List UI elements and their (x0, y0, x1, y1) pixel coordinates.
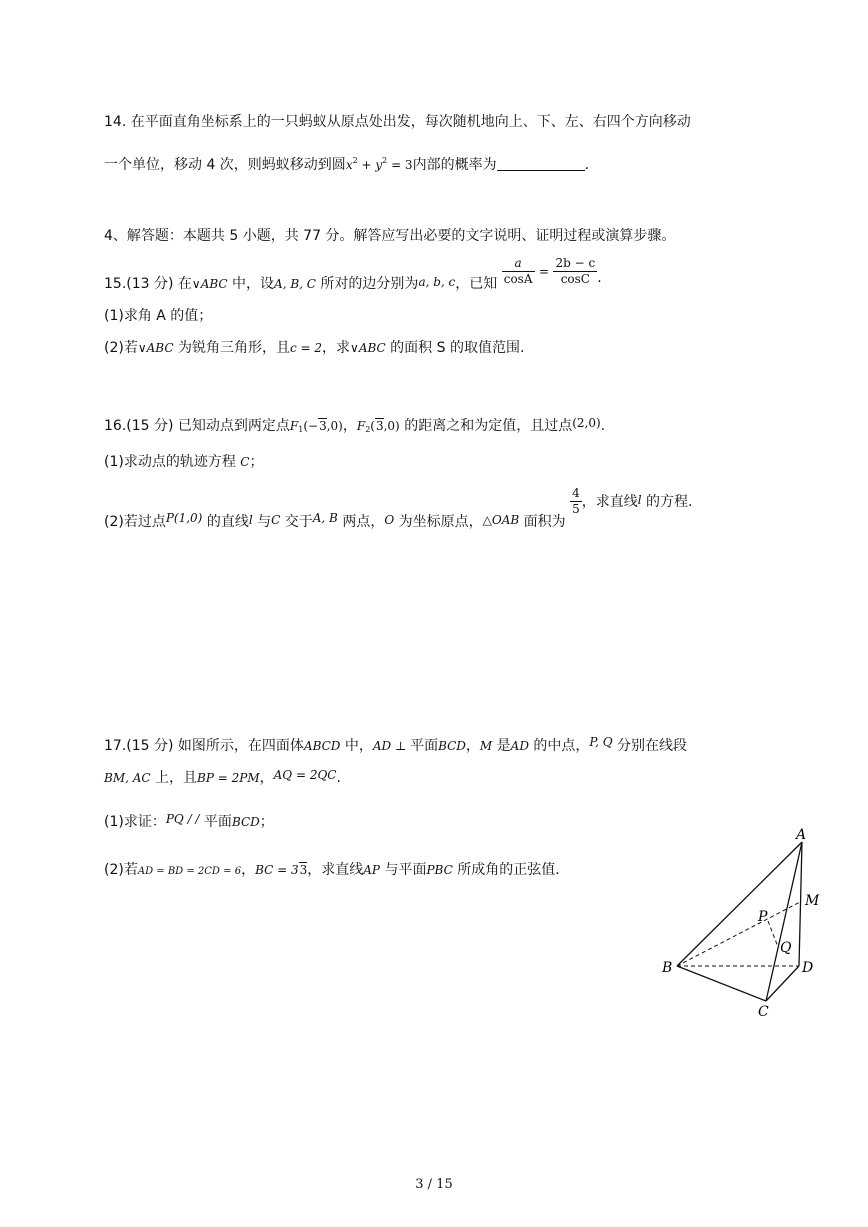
edge-AC (766, 842, 802, 1001)
page-number: 3 / 15 (415, 1177, 453, 1192)
q16-part2: (2)若过点P(1,0) 的直线l 与C 交于A, B 两点，O 为坐标原点，△OAB 面积为 $\frac{4}{5}$ ，求直线l 的方程. (104, 486, 693, 530)
q14-text-2b: 内部的概率为 (412, 157, 497, 173)
label-D: D (802, 960, 814, 976)
q15-part2: (2)若∨ABC 为锐角三角形，且c = 2，求∨ABC 的面积 S 的取值范围. (104, 340, 525, 356)
fraction-2b-c-over-cosC: $\frac{2b - c}{\cos C}$ (555, 256, 596, 286)
label-M: M (805, 893, 820, 909)
q14-circle-equation: $x^2 + y^2 = 3$ (345, 156, 413, 172)
label-B: B (662, 960, 673, 976)
q16-part1: (1)求动点的轨迹方程 C； (104, 454, 264, 470)
edge-CD (766, 966, 799, 1001)
fraction-a-over-cosA: $\frac{a}{\cos A}$ (503, 256, 533, 286)
section-heading: 4、解答题：本题共 5 小题，共 77 分。解答应写出必要的文字说明、证明过程或演算步骤。 (104, 228, 676, 244)
q17-part1: (1)求证：PQ / / 平面BCD； (104, 812, 274, 830)
q15-part1: (1)求角 A 的值； (104, 308, 213, 324)
q14-text-2a: 一个单位，移动 4 次，则蚂蚁移动到圆 (104, 157, 346, 173)
q17-line2: BM, AC 上，且BP = 2PM，AQ = 2QC. (104, 768, 341, 786)
q16-statement: 16.(15 分) 已知动点到两定点$F_1(-3,0)$，$F_2(3,0)$ 的距离之和为定值，且过点(2,0). (104, 416, 606, 434)
label-Q: Q (780, 940, 792, 956)
segment-PQ (768, 921, 778, 947)
point-F2: $F_2(3,0)$ (356, 419, 400, 434)
q14-line1 (104, 114, 691, 131)
fraction-4-5: $\frac{4}{5}$ (572, 486, 580, 516)
edge-BC (677, 966, 766, 1001)
label-A: A (796, 827, 807, 843)
q14-text-1: 14. 在平面直角坐标系上的一只蚂蚁从原点处出发，每次随机地向上、下、左、右四个方向移动 (104, 114, 691, 130)
edge-AB (677, 842, 802, 966)
answer-blank (497, 157, 585, 171)
segment-BM (677, 902, 800, 966)
label-P: P (758, 909, 768, 925)
q17-part2: (2)若AD = BD = 2CD = 6，BC = 33，求直线AP 与平面PBC 所成角的正弦值. (104, 862, 560, 878)
point-F1: $F_1(-3,0)$ (289, 419, 343, 434)
q14-line2: 一个单位，移动 4 次，则蚂蚁移动到圆$x^2 + y^2 = 3$内部的概率为 . (104, 156, 590, 173)
label-C: C (758, 1004, 769, 1020)
q15-statement: 15.(13 分) 在∨ABC 中，设A, B, C 所对的边分别为a, b, c，已知 $\frac{a}{\cos A}$ = $\frac{2b - c}{\cos C}$ . (104, 256, 602, 292)
edge-AD (799, 842, 802, 966)
q17-line1: 17.(15 分) 如图所示，在四面体ABCD 中，AD ⊥ 平面BCD，M 是AD 的中点，P, Q 分别在线段 (104, 735, 687, 754)
